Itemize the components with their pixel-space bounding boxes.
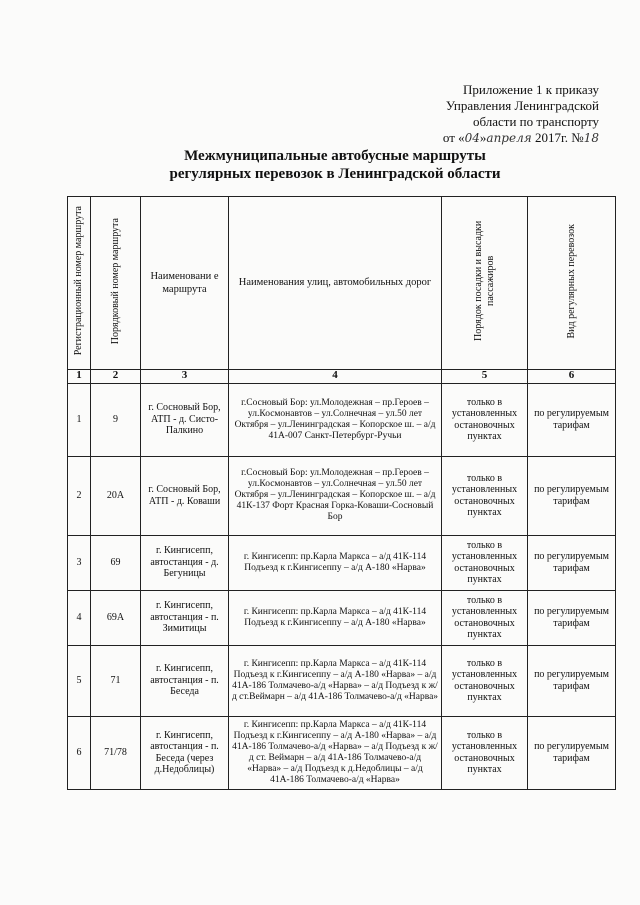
cell-seq-number: 9 (91, 383, 141, 456)
appendix-block (399, 82, 599, 146)
cell-route-name: г. Сосновый Бор, АТП - д. Коваши (141, 456, 229, 535)
cell-transport-type: по регулируемым тарифам (528, 383, 616, 456)
cell-boarding: только в установленных остановочных пунктах (442, 383, 528, 456)
header-seq-number-text: Порядковый номер маршрута (109, 217, 121, 345)
header-streets: Наименования улиц, автомобильных дорог (229, 197, 442, 370)
column-number: 3 (141, 369, 229, 383)
cell-reg-number: 2 (68, 456, 91, 535)
cell-route-name: г. Кингисепп, автостанция - п. Беседа (141, 645, 229, 716)
table-row (68, 645, 616, 716)
cell-route-name: г. Кингисепп, автостанция - п. Зимитицы (141, 590, 229, 645)
table-header-row (68, 197, 616, 370)
header-boarding-text: Порядок посадки и высадки пассажиров (472, 220, 496, 342)
column-numbers-row (68, 369, 616, 383)
table-row (68, 590, 616, 645)
cell-reg-number: 6 (68, 716, 91, 789)
appendix-line-1: Приложение 1 к приказу (462, 82, 599, 97)
table-row (68, 456, 616, 535)
date-day-handwritten: 04 (464, 131, 480, 145)
cell-route-name: г. Кингисепп, автостанция - д. Бегуницы (141, 535, 229, 590)
appendix-line-3: области по транспорту (472, 114, 599, 129)
cell-transport-type: по регулируемым тарифам (528, 645, 616, 716)
document-title (0, 147, 640, 183)
cell-reg-number: 4 (68, 590, 91, 645)
cell-boarding: только в установленных остановочных пунктах (442, 716, 528, 789)
appendix-line-2: Управления Ленинградской (445, 98, 599, 113)
cell-boarding: только в установленных остановочных пунктах (442, 645, 528, 716)
header-transport-type (528, 197, 616, 370)
cell-seq-number: 69А (91, 590, 141, 645)
order-number-handwritten: 18 (583, 131, 599, 145)
date-year: 2017г. № (531, 130, 584, 145)
column-number: 1 (68, 369, 91, 383)
date-month-handwritten: апреля (486, 131, 532, 145)
cell-transport-type: по регулируемым тарифам (528, 716, 616, 789)
cell-streets: г. Кингисепп: пр.Карла Маркса – а/д 41К-114 Подъезд к г.Кингисеппу – а/д А-180 «Нарва» (229, 590, 442, 645)
header-reg-number (68, 197, 91, 370)
cell-streets: г. Кингисепп: пр.Карла Маркса – а/д 41К-114 Подъезд к г.Кингисеппу – а/д А-180 «Нарва» – а/д 41А-186 Толмачево-а/д «Нарва» – а/д Подъезд к ж/д ст.Веймарн – а/д 41А-186 Толмачево-а/д «Нарва» (229, 645, 442, 716)
header-reg-number-text: Регистрационный номер маршрута (73, 206, 84, 356)
cell-boarding: только в установленных остановочных пунктах (442, 590, 528, 645)
cell-seq-number: 20А (91, 456, 141, 535)
column-number: 6 (528, 369, 616, 383)
cell-streets: г.Сосновый Бор: ул.Молодежная – пр.Героев – ул.Космонавтов – ул.Солнечная – ул.50 лет Октября – ул.Ленинградская – Копорское ш. – а/д 41А-007 Санкт-Петербург-Ручьи (229, 383, 442, 456)
cell-transport-type: по регулируемым тарифам (528, 590, 616, 645)
header-route-name: Наименовани е маршрута (141, 197, 229, 370)
date-mid: » (479, 130, 487, 145)
cell-transport-type: по регулируемым тарифам (528, 535, 616, 590)
cell-seq-number: 71/78 (91, 716, 141, 789)
cell-route-name: г. Кингисепп, автостанция - п. Беседа (через д.Недоблицы) (141, 716, 229, 789)
title-line-2: регулярных перевозок в Ленинградской области (169, 166, 501, 182)
cell-boarding: только в установленных остановочных пунктах (442, 456, 528, 535)
header-seq-number (91, 197, 141, 370)
cell-streets: г.Сосновый Бор: ул.Молодежная – пр.Героев – ул.Космонавтов – ул.Солнечная – ул.50 лет Октября – ул.Ленинградская – Копорское ш. – а/д 41К-137 Форт Красная Горка-Коваши-Сосновый Бор (229, 456, 442, 535)
cell-seq-number: 71 (91, 645, 141, 716)
header-transport-type-text: Вид регулярных перевозок (565, 223, 577, 339)
cell-boarding: только в установленных остановочных пунктах (442, 535, 528, 590)
cell-reg-number: 1 (68, 383, 91, 456)
appendix-date-line (399, 130, 599, 146)
table-row (68, 383, 616, 456)
date-prefix: от « (442, 130, 465, 145)
cell-streets: г. Кингисепп: пр.Карла Маркса – а/д 41К-114 Подъезд к г.Кингисеппу – а/д А-180 «Нарва» – а/д 41А-186 Толмачево-а/д «Нарва» – а/д Подъезд к ж/д ст. Веймарн – а/д 41А-186 Толмачево-а/д «Нарва» – а/д Подъезд к д.Недоблицы – а/д 41А-186 Толмачево-а/д «Нарва» (229, 716, 442, 789)
column-number: 2 (91, 369, 141, 383)
table-row (68, 535, 616, 590)
cell-streets: г. Кингисепп: пр.Карла Маркса – а/д 41К-114 Подъезд к г.Кингисеппу – а/д А-180 «Нарва» (229, 535, 442, 590)
cell-seq-number: 69 (91, 535, 141, 590)
column-number: 4 (229, 369, 442, 383)
cell-reg-number: 5 (68, 645, 91, 716)
cell-transport-type: по регулируемым тарифам (528, 456, 616, 535)
column-number: 5 (442, 369, 528, 383)
title-line-1: Межмуниципальные автобусные маршруты (184, 148, 486, 164)
routes-table (67, 196, 616, 790)
header-boarding (442, 197, 528, 370)
cell-route-name: г. Сосновый Бор, АТП - д. Систо-Палкино (141, 383, 229, 456)
cell-reg-number: 3 (68, 535, 91, 590)
table-row (68, 716, 616, 789)
